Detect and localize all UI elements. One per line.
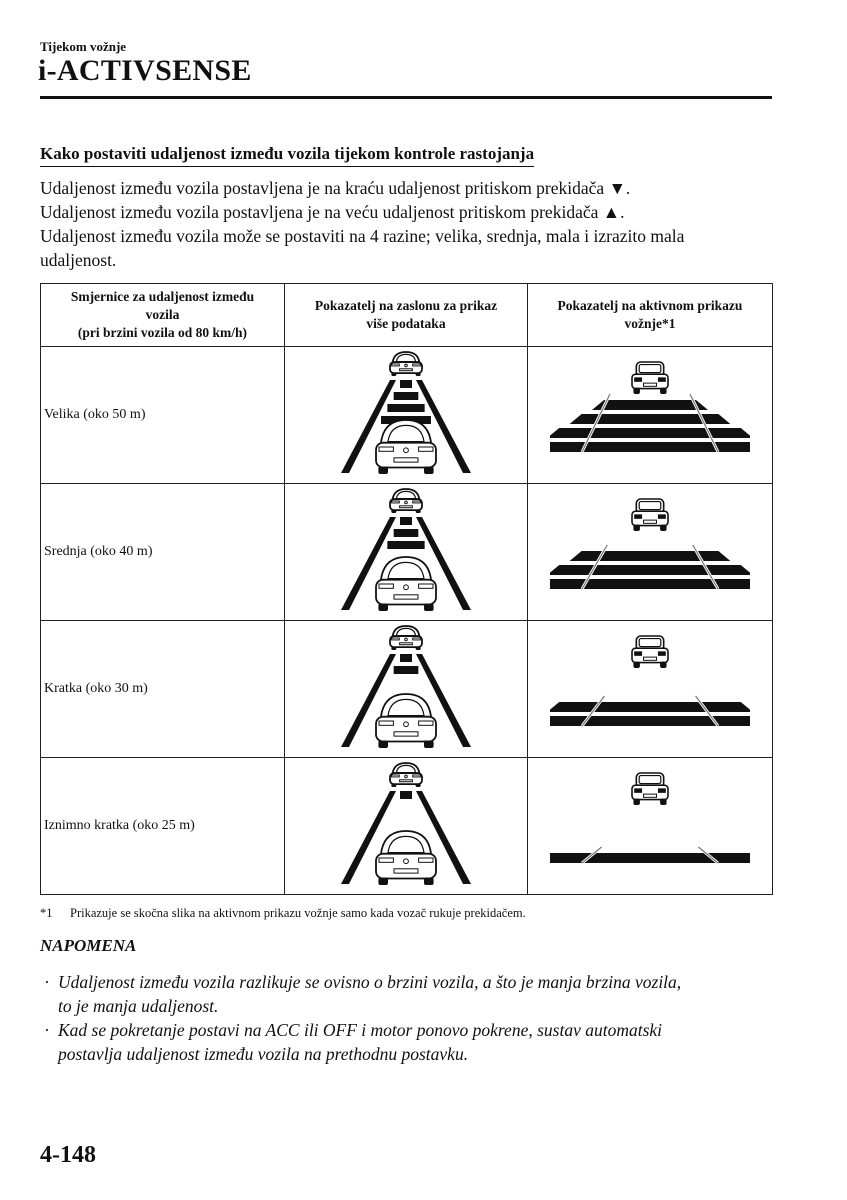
distance-bar bbox=[570, 551, 731, 561]
active-display-distance-icon bbox=[550, 761, 750, 891]
section-heading: Kako postaviti udaljenost između vozila tijekom kontrole rastojanja bbox=[40, 144, 534, 167]
active-display-indicator bbox=[528, 758, 773, 895]
active-display-indicator bbox=[528, 621, 773, 758]
footnote-mark: *1 bbox=[40, 906, 53, 920]
own-car-icon bbox=[376, 420, 436, 474]
distance-bar bbox=[570, 414, 731, 424]
intro-paragraph bbox=[40, 176, 780, 272]
distance-bar bbox=[550, 428, 750, 438]
table-row bbox=[41, 758, 773, 895]
active-display-distance-icon bbox=[550, 487, 750, 617]
distance-bar bbox=[394, 392, 419, 400]
distance-bar bbox=[394, 666, 419, 674]
page-title: i-ACTIVSENSE bbox=[38, 54, 252, 87]
distance-bar bbox=[400, 380, 412, 388]
multi-display-indicator bbox=[285, 621, 528, 758]
distance-label: Velika (oko 50 m) bbox=[41, 347, 285, 484]
distance-bar bbox=[400, 517, 412, 525]
distance-bar bbox=[550, 442, 750, 452]
distance-table bbox=[40, 283, 773, 895]
multi-display-distance-icon bbox=[306, 350, 506, 480]
active-display-distance-icon bbox=[550, 624, 750, 754]
multi-display-distance-icon bbox=[306, 624, 506, 754]
multi-display-indicator bbox=[285, 347, 528, 484]
table-row bbox=[41, 484, 773, 621]
para-line-3: Udaljenost između vozila može se postaviti na 4 razine; velika, srednja, mala i izrazito mala bbox=[40, 226, 685, 246]
multi-display-indicator bbox=[285, 484, 528, 621]
bullet-icon: · bbox=[44, 972, 50, 992]
para-line-1: Udaljenost između vozila postavljena je na kraću udaljenost pritiskom prekidača ▼. bbox=[40, 178, 631, 198]
distance-bar bbox=[550, 702, 750, 712]
lead-car-icon bbox=[632, 636, 668, 668]
table-header-row bbox=[41, 284, 773, 347]
header-multi-display: Pokazatelj na zaslonu za prikaz više podataka bbox=[285, 284, 528, 347]
distance-label: Kratka (oko 30 m) bbox=[41, 621, 285, 758]
multi-display-indicator bbox=[285, 758, 528, 895]
active-display-indicator bbox=[528, 347, 773, 484]
multi-display-distance-icon bbox=[306, 487, 506, 617]
distance-bar bbox=[394, 529, 419, 537]
distance-bar bbox=[387, 404, 424, 412]
list-item: · Kad se pokretanje postavi na ACC ili OFF i motor ponovo pokrene, sustav automatski postavlja udaljenost između vozila na prethodnu postavku. bbox=[44, 1020, 663, 1064]
distance-bar bbox=[592, 400, 708, 410]
own-car-icon bbox=[376, 557, 436, 611]
own-car-icon bbox=[376, 831, 436, 885]
distance-bar bbox=[550, 565, 750, 575]
own-car-icon bbox=[376, 694, 436, 748]
active-display-indicator bbox=[528, 484, 773, 621]
title-rule bbox=[40, 96, 772, 99]
table-row bbox=[41, 621, 773, 758]
lead-car-icon bbox=[632, 362, 668, 394]
distance-bar bbox=[550, 853, 750, 863]
bullet-icon: · bbox=[44, 1020, 50, 1040]
distance-label: Srednja (oko 40 m) bbox=[41, 484, 285, 621]
lead-car-icon bbox=[632, 773, 668, 805]
lead-car-icon bbox=[390, 763, 422, 787]
header-guideline: Smjernice za udaljenost između vozila (pri brzini vozila od 80 km/h) bbox=[41, 284, 285, 347]
page-number: 4-148 bbox=[40, 1142, 96, 1168]
active-display-distance-icon bbox=[550, 350, 750, 480]
lead-car-icon bbox=[390, 352, 422, 376]
note-list bbox=[40, 970, 780, 1066]
distance-bar bbox=[550, 716, 750, 726]
distance-bar bbox=[400, 791, 412, 799]
lead-car-icon bbox=[390, 489, 422, 513]
para-line-2: Udaljenost između vozila postavljena je na veću udaljenost pritiskom prekidača ▲. bbox=[40, 202, 625, 222]
distance-bar bbox=[550, 579, 750, 589]
lead-car-icon bbox=[390, 626, 422, 650]
section-label: Tijekom vožnje bbox=[40, 39, 127, 54]
footnote-text: Prikazuje se skočna slika na aktivnom prikazu vožnje samo kada vozač rukuje prekidačem. bbox=[70, 906, 526, 920]
distance-label: Iznimno kratka (oko 25 m) bbox=[41, 758, 285, 895]
distance-bar bbox=[400, 654, 412, 662]
distance-bar bbox=[387, 541, 424, 549]
footnote bbox=[40, 906, 526, 921]
para-line-4: udaljenost. bbox=[40, 250, 117, 270]
table-row bbox=[41, 347, 773, 484]
note-title: NAPOMENA bbox=[40, 936, 137, 955]
multi-display-distance-icon bbox=[306, 761, 506, 891]
list-item: · Udaljenost između vozila razlikuje se ovisno o brzini vozila, a što je manja brzina vozila, to je manja udaljenost. bbox=[44, 972, 682, 1016]
lead-car-icon bbox=[632, 499, 668, 531]
header-active-display: Pokazatelj na aktivnom prikazu vožnje*1 bbox=[528, 284, 773, 347]
